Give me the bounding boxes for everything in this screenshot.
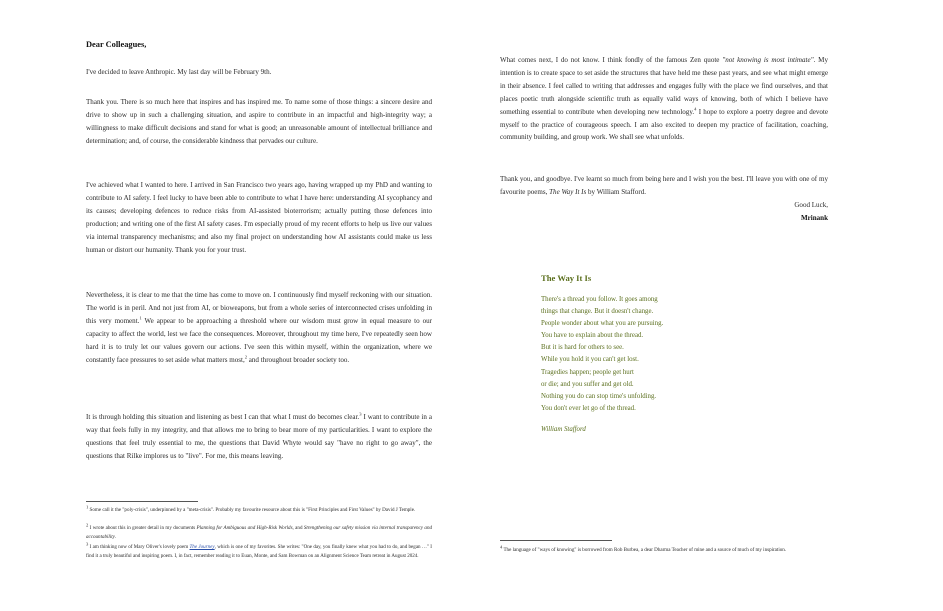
footnote-4: 4 The language of "ways of knowing" is borrowed from Rob Burbea, a dear Dharma Teacher of mine and a source of much of my inspiration. — [500, 544, 787, 553]
poem-line: There's a thread you follow. It goes among — [541, 296, 658, 303]
paragraph-leaving: I've decided to leave Anthropic. My last day will be February 9th. — [86, 68, 272, 76]
footnote-divider — [86, 501, 198, 502]
footnote-ref-4[interactable]: 4 — [694, 106, 697, 112]
poem-line: But it is hard for others to see. — [541, 344, 624, 352]
poem-line: things that change. But it doesn't change. — [541, 308, 654, 316]
footnote-1: 1 Some call it the "poly-crisis", underpinned by a "meta-crisis". Probably my favourite resource about this is "First Principles and First Values" by David J Temple. — [86, 504, 416, 513]
footnote-divider-right — [500, 540, 612, 541]
poem-author: William Stafford — [541, 425, 586, 433]
signature: Mrinank — [800, 214, 828, 222]
poem-lines — [541, 294, 761, 415]
poem-line: or die; and you suffer and get old. — [541, 380, 634, 388]
footnote-ref-3[interactable]: 3 — [359, 411, 362, 417]
footnote-2: 2 I wrote about this in greater detail in my documents Planning for Ambiguous and High-Risk Worlds, and Strengthening our safety mission via internal transparency and accountability. — [86, 522, 432, 540]
poem-title: The Way It Is — [541, 273, 592, 283]
paragraph-goodbye: Thank you, and goodbye. I've learnt so much from being here and I wish you the best. I'll leave you with one of my favourite poems, The Way It Is by William Stafford. — [500, 175, 828, 196]
footnote-ref-1[interactable]: 1 — [139, 315, 142, 321]
poem-line: While you hold it you can't get lost. — [541, 356, 639, 364]
paragraph-move-on: Nevertheless, it is clear to me that the time has come to move on. I continuously find myself reckoning with our situation. The world is in peril. And not just from AI, or bioweapons, but from a whole series of interconnected crises unfolding in this very moment.$^1$ We appear to be approaching a threshold where our wisdom must grow in equal measure to our capacity to affect the world, lest we face the consequences. Moreover, throughout my time here, I've repeatedly seen how hard it is to truly let our values govern our actions. I've seen this within myself, within the organization, where we constantly face pressures to set aside what matters most,$^2$ and throughout broader society too. — [86, 291, 432, 364]
the-journey-link[interactable]: The Journey — [189, 544, 215, 550]
poem-line: Tragedies happen; people get hurt — [541, 368, 634, 376]
paragraph-what-comes-next: What comes next, I do not know. I think fondly of the famous Zen quote "not knowing is most intimate". My intention is to create space to set aside the structures that have held me these past years, and see what might emerge in their absence. I feel called to writing that addresses and engages fully with the place we find ourselves, and that places poetic truth alongside scientific truth as equally valid ways of knowing, both of which I believe have something essential to contribute when developing new technology.$^4$ I hope to explore a poetry degree and devote myself to the practice of courageous speech. I am also excited to deepen my practice of facilitation, coaching, community building, and group work. We shall see what unfolds. — [500, 56, 828, 142]
footnote-3: 3 I am thinking now of Mary Oliver's lovely poem The Journey, which is one of my favorites. She writes: "One day, you finally knew what you had to do, and began …" I find it a truly beautiful and inspiring poem. I, in fact, remember reading it to Euan, Monte, and Sam Bowman on an Alignment Science Team retreat in August 2024. — [86, 541, 432, 559]
poem — [541, 273, 761, 433]
salutation: Dear Colleagues, — [86, 40, 147, 49]
paragraph-achievements: I've achieved what I wanted to here. I arrived in San Francisco two years ago, having wrapped up my PhD and wanting to contribute to AI safety. I feel lucky to have been able to contribute to what I have here: understanding AI sycophancy and its causes; developing defences to reduce risks from AI-assisted bioterrorism; actually putting those defences into production; and writing one of the first AI safety cases. I'm especially proud of my recent efforts to help us live our values via internal transparency mechanisms; and also my final project on understanding how AI assistants could make us less human or distort our humanity. Thank you for your trust. — [86, 181, 432, 254]
paragraph-leaving-reason: It is through holding this situation and listening as best I can that what I must do becomes clear.$^3$ I want to contribute in a way that feels fully in my integrity, and that allows me to bring to bear more of my particularities. I want to explore the questions that feel truly essential to me, the questions that David Whyte would say "have no right to go away", the questions that Rilke implores us to "live". For me, this means leaving. — [86, 411, 432, 460]
poem-line: People wonder about what you are pursuing. — [541, 320, 664, 328]
footnote-ref-2[interactable]: 2 — [244, 354, 248, 360]
poem-line: You have to explain about the thread. — [541, 332, 644, 340]
paragraph-thank-you: Thank you. There is so much here that inspires and has inspired me. To name some of those things: a sincere desire and drive to show up in such a challenging situation, and aspire to contribute in an impactful and high-integrity way; a willingness to make difficult decisions and stand for what is good; an unreasonable amount of intellectual brilliance and determination; and, of course, the considerable kindness that pervades our culture. — [86, 98, 432, 145]
poem-line: Nothing you do can stop time's unfolding. — [541, 392, 657, 400]
closing: Good Luck, — [794, 201, 828, 209]
poem-line: You don't ever let go of the thread. — [541, 404, 636, 412]
